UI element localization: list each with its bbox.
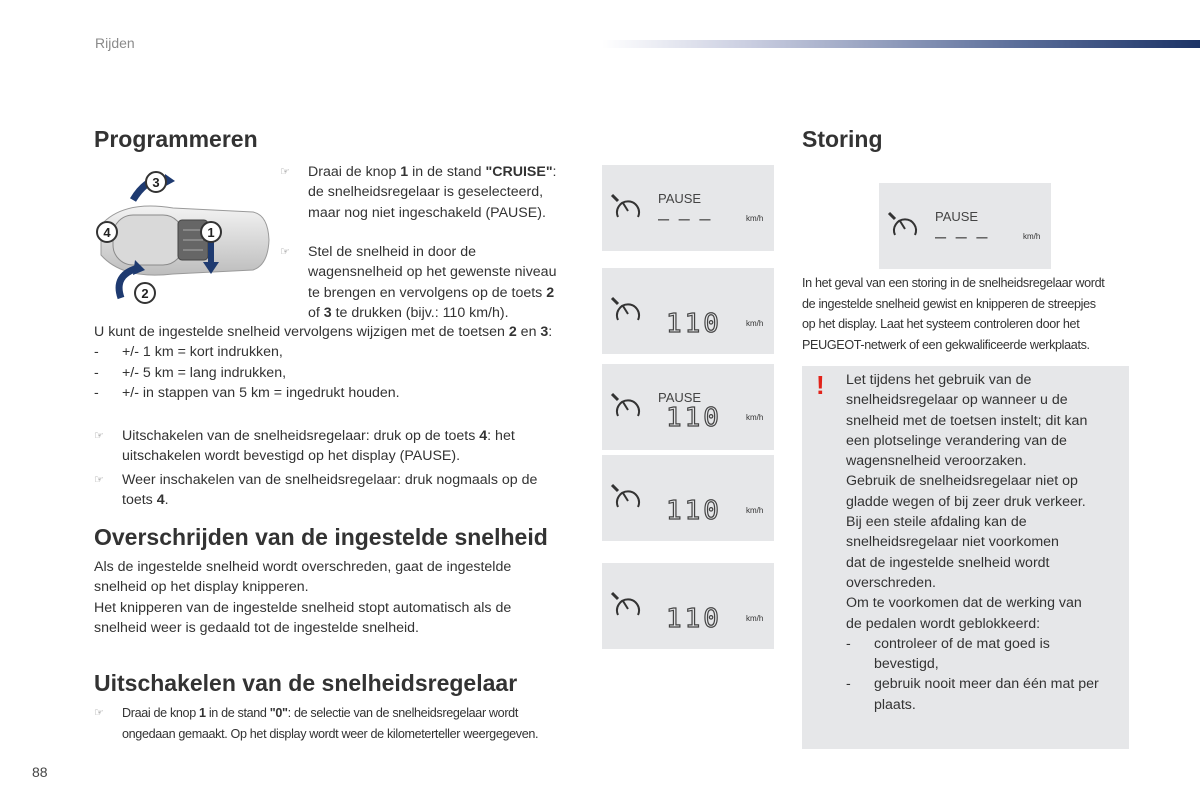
pause-label: PAUSE <box>658 390 702 405</box>
cruise-display-panel <box>879 183 1051 269</box>
speed-value: – – – <box>935 226 990 248</box>
cruise-display-panel <box>602 165 774 251</box>
pause-label: PAUSE <box>935 209 979 224</box>
pause-label: PAUSE <box>658 191 702 206</box>
figure-label-3: 3 <box>152 175 160 190</box>
bullet-icon: ☞ <box>280 166 290 178</box>
list-item: - +/- 5 km = lang indrukken, <box>94 364 287 381</box>
warning-line: Gebruik de snelheidsregelaar niet op <box>846 473 1078 490</box>
speed-unit: km/h <box>746 614 764 623</box>
section-title-storing: Storing <box>802 126 883 152</box>
uitschakelen-text: ☞ Draai de knop 1 in de stand "0": de selectie van de snelheidsregelaar wordt ongedaan gemaakt. Op het display wordt weer de kilometerteller weergegeven. <box>94 703 594 744</box>
warning-line: gladde wegen of bij zeer druk verkeer. <box>846 493 1086 510</box>
cruise-display-panel <box>602 364 774 450</box>
bullet-icon: ☞ <box>94 707 104 719</box>
speed-value: – – – <box>658 208 713 230</box>
step-select-cruise: ☞ Draai de knop 1 in de stand "CRUISE": de snelheidsregelaar is geselecteerd, maar nog niet ingeschakeld (PAUSE). <box>280 164 557 221</box>
warning-line: dat de ingestelde snelheid wordt <box>846 554 1050 571</box>
section-title-uitschakelen: Uitschakelen van de snelheidsregelaar <box>94 670 518 696</box>
speed-unit: km/h <box>746 319 764 328</box>
cruise-control-stalk-illustration <box>93 170 273 310</box>
warning-line: overschreden. <box>846 574 936 591</box>
list-item: - +/- in stappen van 5 km = ingedrukt houden. <box>94 384 400 401</box>
speed-unit: km/h <box>746 214 764 223</box>
step-set-speed: ☞ Stel de snelheid in door de wagensnelheid op het gewenste niveau te brengen en vervolgens op de toets 2 of 3 te drukken (bijv.: 110 km/h). <box>280 244 557 321</box>
storing-text: In het geval van een storing in de snelheidsregelaar wordt de ingestelde snelheid gewist en knipperen de streepjes op het display. Laat het systeem controleren door het PEUGEOT-netwerk of een gekwalificeerde werkplaats. <box>802 276 1105 352</box>
speed-unit: km/h <box>746 413 764 422</box>
warning-line: wagensnelheid veroorzaken. <box>846 453 1027 470</box>
modify-speed-text: U kunt de ingestelde snelheid vervolgens wijzigen met de toetsen 2 en 3: - +/- 1 km = kort indrukken, - +/- 5 km = lang indrukken, - +/- in stappen van 5 km = ingedrukt houden. <box>94 322 594 403</box>
step-switch-on: ☞ Weer inschakelen van de snelheidsregelaar: druk nogmaals op de toets 4. <box>94 472 538 509</box>
speedometer-icon <box>889 213 916 235</box>
warning-icon: ! <box>816 370 825 400</box>
cruise-display-panel <box>602 268 774 354</box>
figure-label-4: 4 <box>103 225 111 240</box>
cruise-display-panel <box>602 563 774 649</box>
warning-line: snelheid met de toetsen instelt; dit kan <box>846 412 1088 429</box>
bullet-icon: ☞ <box>94 474 104 486</box>
speedometer-icon <box>612 298 639 320</box>
speedometer-icon <box>612 485 639 507</box>
header-bar <box>602 40 1200 48</box>
speed-value: 110 <box>666 309 722 339</box>
list-item: - gebruik nooit meer dan één mat per plaats. <box>846 676 1099 713</box>
overschrijden-text: Als de ingestelde snelheid wordt overschreden, gaat de ingestelde snelheid op het display knipperen. Het knipperen van de ingestelde snelheid stopt automatisch als de snelheid weer is gedaald tot de ingestelde snelheid. <box>94 559 512 636</box>
list-item: - controleer of de mat goed is bevestigd, <box>846 635 1050 673</box>
warning-line: Let tijdens het gebruik van de <box>846 372 1032 388</box>
warning-line: snelheidsregelaar niet voorkomen <box>846 534 1059 551</box>
section-title-programmeren: Programmeren <box>94 126 258 152</box>
speed-value: 110 <box>666 496 722 526</box>
speedometer-icon <box>612 394 639 416</box>
bullet-icon: ☞ <box>94 430 104 442</box>
speed-unit: km/h <box>746 506 764 515</box>
list-item: - +/- 1 km = kort indrukken, <box>94 344 283 361</box>
speed-unit: km/h <box>1023 232 1041 241</box>
warning-text <box>846 370 1116 715</box>
page-number: 88 <box>32 764 48 780</box>
section-title-overschrijden: Overschrijden van de ingestelde snelheid <box>94 524 548 550</box>
warning-line: Om te voorkomen dat de werking van <box>846 595 1082 612</box>
speedometer-icon <box>612 593 639 615</box>
speed-value: 110 <box>666 604 722 634</box>
speedometer-icon <box>612 195 639 217</box>
warning-line: een plotselinge verandering van de <box>846 432 1067 449</box>
warning-line: Bij een steile afdaling kan de <box>846 514 1027 531</box>
chapter-title: Rijden <box>95 35 135 51</box>
figure-label-1: 1 <box>207 225 215 240</box>
warning-box <box>802 366 1129 749</box>
speed-value: 110 <box>666 403 722 433</box>
warning-line: snelheidsregelaar op wanneer u de <box>846 392 1068 409</box>
cruise-display-panel <box>602 455 774 541</box>
bullet-icon: ☞ <box>280 246 290 258</box>
warning-line: de pedalen wordt geblokkeerd: <box>846 615 1041 632</box>
step-switch-off: ☞ Uitschakelen van de snelheidsregelaar: druk op de toets 4: het uitschakelen wordt bevestigd op het display (PAUSE). <box>94 428 515 465</box>
figure-label-2: 2 <box>141 286 149 301</box>
